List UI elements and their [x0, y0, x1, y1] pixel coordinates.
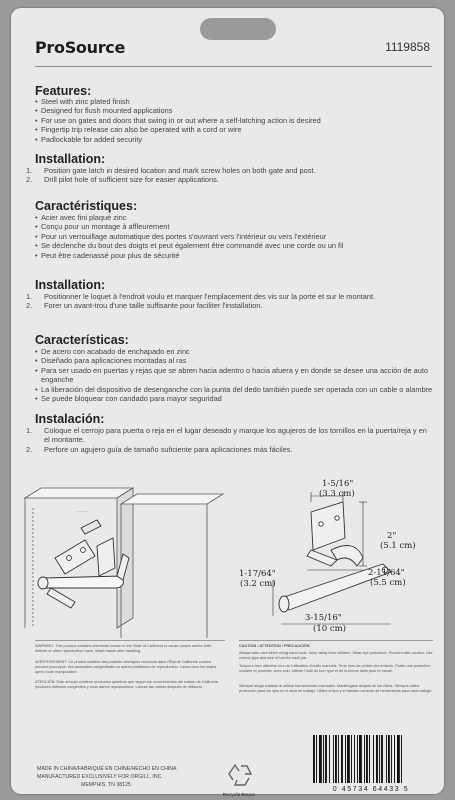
- dim-base-width-cm: (5.5 cm): [370, 578, 406, 588]
- features-list: [35, 97, 433, 144]
- instruction-step: 2. Forer un avant-trou d'une taille suffisante pour faciliter l'installation.: [26, 301, 263, 311]
- barcode-digits: 0 45734 64433 5: [332, 786, 410, 793]
- caracteristicas-title: Características:: [35, 333, 129, 347]
- keeper-drawing: [307, 502, 363, 566]
- list-item: • De acero con acabado de enchapado en zinc: [35, 347, 190, 356]
- warning-divider: [35, 640, 225, 641]
- installation-title: Installation:: [35, 152, 106, 166]
- dim-base-width: 2-11/64": [368, 568, 405, 578]
- instruction-step: 2. Perfore un agujero guía de tamaño suficiente para aplicaciones más fáciles.: [26, 444, 293, 454]
- latch-drawing: [38, 520, 129, 608]
- brand-logo: ProSource: [35, 38, 126, 57]
- made-line-3: MEMPHIS, TN 38125: [81, 782, 131, 788]
- list-item: • For use on gates and doors that swing in or out where a self-latching action is desired: [35, 115, 321, 125]
- made-line-1: MADE IN CHINA/FABRIQUÉ EN CHINE/HECHO EN CHINA: [37, 766, 177, 772]
- features-title: Features:: [35, 84, 92, 98]
- instalacion-title: Instalación:: [35, 412, 105, 426]
- package-card: [11, 8, 444, 797]
- list-item: • Se déclenche du bout des doigts et peut également être commandé avec une corde ou un fil: [35, 241, 344, 251]
- recycle-icon: [223, 760, 257, 794]
- list-item: • Fingertip trip release can also be operated with a cord or wire: [35, 125, 242, 135]
- caracteristiques-list: [35, 213, 433, 260]
- dim-height-cm: (5.1 cm): [380, 541, 416, 551]
- installation-fr-title: Installation:: [35, 278, 106, 292]
- sku-number: 1119858: [385, 40, 430, 54]
- dim-bar-height-cm: (3.2 cm): [240, 579, 276, 589]
- list-item: • Steel with zinc plated finish: [35, 97, 130, 106]
- svg-text:— — —: — — —: [77, 509, 88, 513]
- caracteristiques-title: Caractéristiques:: [35, 199, 138, 213]
- list-item: • Peut être cadenassé pour plus de sécurité: [35, 250, 180, 260]
- caution-en: Always take care when using hand tools. Keep away from children. Wear eye protection. Proceed with caution. Use correct type and size of tool for each job.: [239, 651, 433, 660]
- caution-title: CAUTION / ATTENTION / PRECAUCIÓN: [239, 644, 310, 648]
- instruction-step: 1. Position gate latch in desired location and mark screw holes on both gate and post.: [26, 166, 316, 175]
- instruction-step: 1. Positionner le loquet à l'endroit voulu et marquer l'emplacement des vis sur la porte et sur le montant.: [26, 292, 376, 301]
- barcode: [307, 735, 435, 783]
- dim-bar-length: 3-15/16": [305, 613, 342, 623]
- list-item: • Conçu pour un montage à affleurement: [35, 222, 170, 232]
- made-line-2: MANUFACTURED EXCLUSIVELY FOR ORGILL, INC.: [37, 774, 163, 780]
- caution-divider: [239, 640, 433, 641]
- list-item: • Acier avec fini plaqué zinc: [35, 213, 127, 222]
- list-item: • Diseñado para aplicaciones montadas al ras: [35, 356, 187, 366]
- product-illustration: [11, 468, 444, 643]
- dim-height: 2": [387, 531, 397, 541]
- list-item: • Para ser usado en puertas y rejas que se abren hacia adentro o hacia afuera y en donde se desee una acción de auto enganche: [35, 365, 429, 385]
- dim-top-width: 1-5/16": [322, 479, 354, 489]
- warning-en: WARNING: This product contains chemicals known to the State of California to cause cancer and/or birth defects or other reproductive harm. Wash hands after handling.: [35, 644, 212, 653]
- caution-fr: Toujours faire attention lors de l'utilisation d'outils manuels. Tenir hors de portée des enfants. Porter une protection oculaire et procéder avec soin. Utiliser l'outil du bon type et de la bonne taille pour le travail.: [239, 664, 431, 673]
- list-item: • La liberación del dispositivo de desenganche con la punta del dedo también puede ser operada con un cable o alambre: [35, 384, 433, 394]
- caution-es: Siempre tenga cuidado al utilizar herramientas manuales. Manténgase alejado de los niños. Siempre utilice protección para los ojos en el área de trabajo. Utilice el tipo y el tamaño correcto de herramienta para cada trabajo.: [239, 684, 433, 693]
- made-in-info: [37, 765, 177, 789]
- instruction-step: 1. Coloque el cerrojo para puerta o reja en el lugar deseado y marque los agujeros de los tornillos en la puerta/reja y en el montante.: [26, 426, 427, 445]
- list-item: • Se puede bloquear con candado para mayor seguridad: [35, 394, 222, 404]
- installation-list: [26, 166, 433, 185]
- warning-fr: AVERTISSEMENT: Ce produit contient des produits chimiques reconnus dans l'État de Californie comme pouvant provoquer des anomalies congénitales ou autres problèmes de reproduction. Lavez-vous les mains après toute manipulation.: [35, 660, 217, 674]
- caracteristicas-list: [35, 347, 433, 403]
- list-item: • Designed for flush mounted applications: [35, 106, 173, 116]
- dim-top-width-cm: (3.3 cm): [319, 489, 355, 499]
- instruction-step: 2. Drill pilot hole of sufficient size for easier applications.: [26, 175, 219, 185]
- instalacion-list: [26, 426, 433, 454]
- hang-hole: [200, 18, 276, 40]
- recycle-label: Recycle Reuse: [222, 792, 256, 797]
- dim-bar-height: 1-17/64": [239, 569, 276, 579]
- list-item: • Pour un verrouillage automatique des portes s'ouvrant vers l'intérieur ou vers l'extérieur: [35, 231, 327, 241]
- warning-es: ATENCIÓN: Este artículo contiene productos químicos que según los conocimientos del estado de California producen defectos congénitos y otros daños reproductivos. Lávese las manos después de utilizarlo.: [35, 680, 218, 689]
- dim-bar-length-cm: (10 cm): [313, 624, 346, 634]
- list-item: • Padlockable for added security: [35, 134, 143, 144]
- installation-fr-list: [26, 292, 433, 311]
- header-divider: [35, 66, 432, 67]
